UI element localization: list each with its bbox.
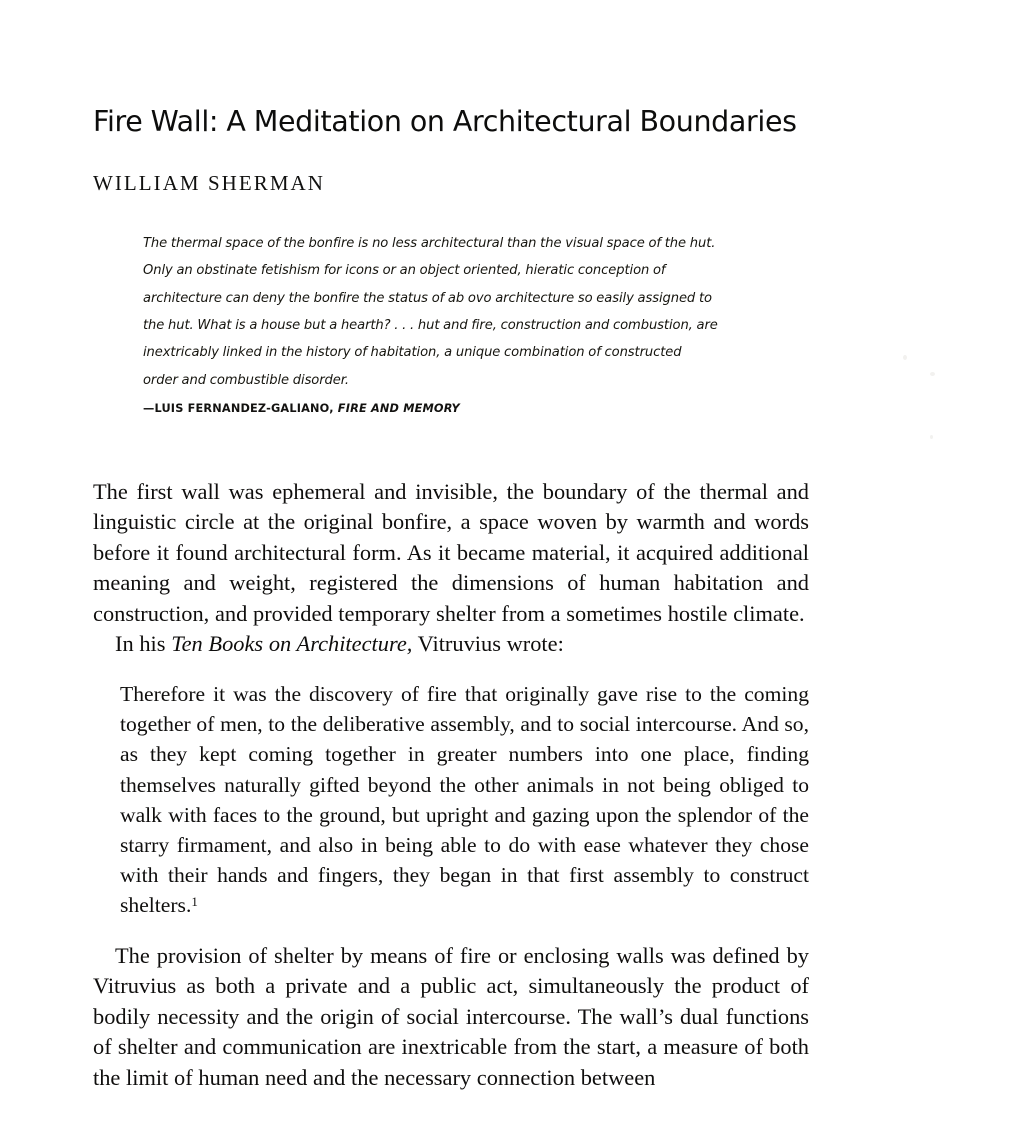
blockquote-body: Therefore it was the discovery of fire that originally gave rise to the coming together of men, to the deliberative assembly, and to social intercourse. And so, as they kept coming together in greater numbers into one place, finding themselves naturally gifted beyond the other animals in not being obliged to walk with faces to the ground, but upright and gazing upon the splendor of the starry firmament, and also in being able to do with ease whatever they chose with their hands and fingers, they began in that first assembly to construct shelters.: [120, 681, 809, 918]
epigraph: [93, 196, 719, 415]
epigraph-text: The thermal space of the bonfire is no less architectural than the visual space of the hut. Only an obstinate fetishism for icons or an object oriented, hieratic conception of architecture can deny the bonfire the status of ab ovo architecture so easily assigned to the hut. What is a house but a hearth? . . . hut and fire, construction and combustion, are inextricably linked in the history of habitation, a unique combination of constructed order and combustible disorder.: [143, 236, 718, 388]
epigraph-attribution: [143, 394, 719, 415]
vitruvius-blockquote: [93, 660, 809, 921]
book-title-ten-books-on-architecture: Ten Books on Architecture,: [171, 631, 413, 657]
body-paragraph-2: [93, 629, 809, 660]
epigraph-attribution-author: —LUIS FERNANDEZ-GALIANO,: [143, 401, 338, 415]
page-title: Fire Wall: A Meditation on Architectural Boundaries: [93, 105, 797, 138]
author-byline: WILLIAM SHERMAN: [93, 171, 325, 196]
text-column: [93, 0, 809, 1093]
scan-speckle: [903, 355, 907, 360]
paragraph-2-lead-in: In his: [115, 631, 172, 657]
body-paragraph-1: The first wall was ephemeral and invisible, the boundary of the thermal and linguistic circle at the original bonfire, a space woven by warmth and words before it found architectural form. As it became material, it acquired additional meaning and weight, registered the dimensions of human habitation and construction, and provided temporary shelter from a sometimes hostile climate.: [93, 478, 809, 626]
body-paragraph-3: The provision of shelter by means of fire or enclosing walls was defined by Vitruvius as both a private and a public act, simultaneously the product of bodily necessity and the origin of social intercourse. The wall’s dual functions of shelter and communication are inextricable from the start, a measure of both the limit of human need and the necessary connection between: [93, 942, 809, 1090]
scan-speckle: [930, 372, 935, 376]
body-text: [93, 415, 809, 1093]
footnote-reference-1[interactable]: 1: [191, 894, 198, 910]
paragraph-2-tail: Vitruvius wrote:: [412, 631, 564, 657]
epigraph-attribution-work: FIRE AND MEMORY: [337, 401, 460, 415]
blockquote-text: [120, 679, 809, 921]
scan-speckle: [930, 435, 933, 439]
